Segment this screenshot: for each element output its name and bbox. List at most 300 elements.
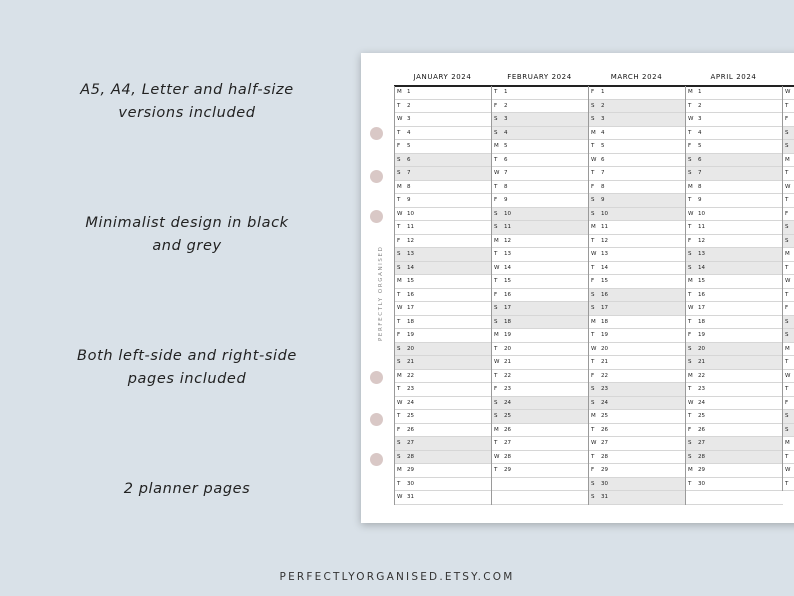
weekday-letter: M	[397, 89, 402, 95]
weekday-letter: W	[397, 305, 403, 311]
day-row	[395, 275, 492, 289]
day-row	[492, 275, 589, 289]
weekday-letter: S	[591, 480, 595, 487]
day-row	[589, 86, 686, 100]
weekday-letter: T	[397, 129, 401, 136]
day-row	[686, 478, 783, 492]
weekday-letter: T	[785, 102, 789, 109]
day-row	[783, 383, 794, 397]
punch-hole	[370, 127, 383, 140]
day-row	[783, 221, 794, 235]
weekday-letter: T	[591, 332, 595, 338]
day-number: 2	[601, 102, 605, 109]
day-number: 7	[407, 170, 411, 176]
weekday-letter: F	[785, 305, 789, 311]
day-number: 1	[698, 89, 702, 95]
day-row	[686, 383, 783, 397]
day-row	[783, 181, 794, 195]
weekday-letter: S	[397, 156, 401, 163]
weekday-letter: F	[688, 143, 692, 149]
weekday-letter: T	[785, 359, 789, 365]
weekday-letter: T	[591, 237, 595, 244]
day-number: 24	[504, 399, 511, 406]
day-number: 14	[601, 264, 608, 271]
day-number: 19	[698, 332, 705, 338]
day-number: 10	[698, 210, 705, 217]
day-number: 2	[407, 102, 411, 109]
weekday-letter: T	[591, 359, 595, 365]
day-number: 3	[601, 116, 605, 122]
weekday-letter: S	[591, 102, 595, 109]
day-row	[589, 208, 686, 222]
day-row	[492, 343, 589, 357]
day-number: 17	[601, 305, 608, 311]
weekday-letter: S	[591, 386, 595, 392]
day-number: 30	[407, 480, 414, 487]
weekday-letter: F	[591, 183, 595, 190]
day-row	[492, 235, 589, 249]
punch-hole	[370, 170, 383, 183]
weekday-letter: S	[688, 156, 692, 163]
weekday-letter: S	[591, 197, 595, 203]
weekday-letter: M	[397, 183, 402, 190]
weekday-letter: T	[688, 318, 692, 325]
weekday-letter: S	[785, 332, 789, 338]
day-row	[589, 181, 686, 195]
weekday-letter: T	[397, 413, 401, 419]
day-row	[492, 127, 589, 141]
day-row	[686, 397, 783, 411]
day-number: 12	[601, 237, 608, 244]
day-row	[686, 302, 783, 316]
day-number: 19	[504, 332, 511, 338]
day-row	[492, 194, 589, 208]
weekday-letter: T	[494, 251, 498, 257]
weekday-letter: F	[494, 386, 498, 392]
day-number: 23	[504, 386, 511, 392]
day-row	[492, 262, 589, 276]
day-number: 7	[698, 170, 702, 176]
weekday-letter: M	[494, 426, 499, 433]
day-row	[492, 370, 589, 384]
day-row	[589, 235, 686, 249]
weekday-letter: W	[494, 359, 500, 365]
weekday-letter: F	[397, 426, 401, 433]
weekday-letter: S	[688, 170, 692, 176]
day-number: 7	[504, 170, 508, 176]
day-row	[589, 424, 686, 438]
weekday-letter: S	[785, 143, 789, 149]
day-row	[686, 343, 783, 357]
weekday-letter: T	[494, 467, 498, 473]
weekday-letter: S	[397, 345, 401, 352]
weekday-letter: W	[591, 156, 597, 163]
weekday-letter: M	[688, 278, 693, 284]
weekday-letter: F	[688, 426, 692, 433]
weekday-letter: T	[397, 318, 401, 325]
weekday-letter: W	[688, 305, 694, 311]
day-row	[589, 221, 686, 235]
day-row	[395, 383, 492, 397]
day-row	[492, 397, 589, 411]
weekday-letter: M	[688, 183, 693, 190]
weekday-letter: M	[688, 372, 693, 379]
planner-page-preview	[361, 53, 794, 523]
day-row	[686, 437, 783, 451]
day-number: 8	[601, 183, 605, 190]
day-row	[783, 194, 794, 208]
weekday-letter: F	[785, 116, 789, 122]
weekday-letter: S	[688, 251, 692, 257]
day-row	[492, 208, 589, 222]
day-row	[395, 154, 492, 168]
weekday-letter: S	[397, 264, 401, 271]
weekday-letter: T	[494, 345, 498, 352]
day-row	[686, 356, 783, 370]
day-row	[783, 127, 794, 141]
weekday-letter: S	[494, 224, 498, 230]
day-number: 11	[698, 224, 705, 230]
weekday-letter: S	[591, 210, 595, 217]
day-row	[589, 194, 686, 208]
day-number: 4	[601, 129, 605, 136]
day-number: 21	[407, 359, 414, 365]
weekday-letter: M	[494, 237, 499, 244]
day-row	[783, 140, 794, 154]
day-row	[686, 464, 783, 478]
weekday-letter: S	[591, 399, 595, 406]
day-row	[686, 275, 783, 289]
day-number: 27	[601, 440, 608, 446]
day-row	[395, 208, 492, 222]
weekday-letter: S	[785, 237, 789, 244]
weekday-letter: W	[397, 494, 403, 500]
day-number: 20	[601, 345, 608, 352]
day-number: 27	[407, 440, 414, 446]
weekday-letter: W	[494, 170, 500, 176]
day-row	[783, 464, 794, 478]
day-row	[492, 100, 589, 114]
weekday-letter: M	[785, 440, 790, 446]
weekday-letter: M	[494, 143, 499, 149]
punch-hole	[370, 371, 383, 384]
day-row	[686, 316, 783, 330]
weekday-letter: T	[591, 453, 595, 460]
weekday-letter: M	[494, 332, 499, 338]
day-number: 21	[504, 359, 511, 365]
weekday-letter: T	[397, 480, 401, 487]
day-number: 23	[698, 386, 705, 392]
day-row	[783, 262, 794, 276]
day-number: 3	[504, 116, 508, 122]
day-row	[686, 221, 783, 235]
day-row	[783, 154, 794, 168]
day-row	[395, 289, 492, 303]
day-row	[686, 154, 783, 168]
day-row	[686, 410, 783, 424]
day-number: 27	[698, 440, 705, 446]
day-row	[686, 424, 783, 438]
weekday-letter: S	[785, 413, 789, 419]
day-number: 5	[601, 143, 605, 149]
weekday-letter: M	[397, 372, 402, 379]
weekday-letter: S	[785, 426, 789, 433]
weekday-letter: W	[591, 345, 597, 352]
day-number: 20	[698, 345, 705, 352]
day-number: 9	[504, 197, 508, 203]
day-number: 15	[601, 278, 608, 284]
weekday-letter: S	[397, 453, 401, 460]
weekday-letter: S	[494, 116, 498, 122]
day-number: 2	[698, 102, 702, 109]
weekday-letter: T	[591, 264, 595, 271]
day-row	[783, 424, 794, 438]
day-row	[492, 113, 589, 127]
day-number: 22	[698, 372, 705, 379]
day-number: 24	[407, 399, 414, 406]
day-number: 20	[407, 345, 414, 352]
weekday-letter: M	[397, 278, 402, 284]
day-row	[589, 451, 686, 465]
day-number: 3	[698, 116, 702, 122]
day-row	[783, 167, 794, 181]
day-number: 18	[698, 318, 705, 325]
day-number: 29	[601, 467, 608, 473]
day-row	[589, 478, 686, 492]
day-row	[589, 316, 686, 330]
weekday-letter: T	[785, 291, 789, 298]
day-row	[589, 154, 686, 168]
day-row	[589, 140, 686, 154]
day-number: 31	[601, 494, 608, 500]
weekday-letter: F	[688, 237, 692, 244]
day-number: 12	[504, 237, 511, 244]
day-row	[395, 86, 492, 100]
day-row	[783, 437, 794, 451]
day-row	[589, 491, 686, 505]
punch-hole	[370, 413, 383, 426]
day-number: 10	[504, 210, 511, 217]
weekday-letter: T	[397, 291, 401, 298]
day-number: 12	[407, 237, 414, 244]
day-number: 5	[504, 143, 508, 149]
feature-sizes: A5, A4, Letter and half-size versions included	[80, 82, 294, 121]
day-row	[395, 437, 492, 451]
weekday-letter: T	[397, 102, 401, 109]
day-row	[492, 329, 589, 343]
day-row	[686, 194, 783, 208]
day-number: 26	[504, 426, 511, 433]
day-row	[395, 127, 492, 141]
weekday-letter: F	[494, 197, 498, 203]
day-number: 7	[601, 170, 605, 176]
weekday-letter: S	[785, 129, 789, 136]
day-number: 11	[504, 224, 511, 230]
day-number: 19	[407, 332, 414, 338]
day-row	[492, 140, 589, 154]
day-number: 4	[407, 129, 411, 136]
day-row	[395, 167, 492, 181]
weekday-letter: W	[591, 440, 597, 446]
day-row	[783, 113, 794, 127]
weekday-letter: W	[591, 251, 597, 257]
day-number: 8	[407, 183, 411, 190]
day-row	[395, 181, 492, 195]
day-row	[686, 491, 783, 505]
weekday-letter: T	[494, 278, 498, 284]
month-header: FEBRUARY 2024	[507, 73, 572, 81]
day-number: 16	[601, 291, 608, 298]
day-row	[783, 86, 794, 100]
day-number: 26	[407, 426, 414, 433]
day-number: 1	[601, 89, 605, 95]
weekday-letter: T	[688, 129, 692, 136]
weekday-letter: S	[397, 440, 401, 446]
day-row	[395, 464, 492, 478]
day-row	[589, 383, 686, 397]
weekday-letter: T	[397, 197, 401, 203]
weekday-letter: F	[397, 143, 401, 149]
day-row	[492, 410, 589, 424]
day-row	[686, 235, 783, 249]
month-header: MARCH 2024	[610, 73, 663, 81]
month-column	[491, 86, 589, 505]
weekday-letter: F	[397, 237, 401, 244]
weekday-letter: T	[494, 372, 498, 379]
day-row	[589, 248, 686, 262]
weekday-letter: T	[785, 386, 789, 392]
day-number: 22	[504, 372, 511, 379]
day-number: 27	[504, 440, 511, 446]
day-row	[395, 397, 492, 411]
day-number: 15	[504, 278, 511, 284]
day-row	[589, 113, 686, 127]
weekday-letter: W	[397, 210, 403, 217]
weekday-letter: S	[688, 264, 692, 271]
day-number: 11	[407, 224, 414, 230]
day-number: 25	[601, 413, 608, 419]
day-number: 28	[504, 453, 511, 460]
weekday-letter: S	[494, 210, 498, 217]
day-number: 29	[504, 467, 511, 473]
day-number: 25	[504, 413, 511, 419]
day-number: 17	[504, 305, 511, 311]
day-number: 18	[407, 318, 414, 325]
weekday-letter: F	[591, 467, 595, 473]
day-number: 30	[601, 480, 608, 487]
day-number: 22	[601, 372, 608, 379]
day-number: 20	[504, 345, 511, 352]
weekday-letter: M	[688, 467, 693, 473]
weekday-letter: T	[591, 170, 595, 176]
weekday-letter: T	[785, 480, 789, 487]
weekday-letter: T	[785, 264, 789, 271]
day-row	[783, 370, 794, 384]
day-row	[395, 478, 492, 492]
day-number: 26	[698, 426, 705, 433]
day-row	[395, 491, 492, 505]
day-row	[395, 140, 492, 154]
day-row	[783, 248, 794, 262]
weekday-letter: S	[494, 129, 498, 136]
day-number: 17	[407, 305, 414, 311]
day-row	[686, 86, 783, 100]
weekday-letter: F	[688, 332, 692, 338]
weekday-letter: T	[494, 156, 498, 163]
day-row	[492, 248, 589, 262]
day-row	[395, 451, 492, 465]
weekday-letter: F	[494, 291, 498, 298]
day-row	[783, 329, 794, 343]
day-number: 18	[601, 318, 608, 325]
weekday-letter: M	[591, 413, 596, 419]
day-row	[492, 86, 589, 100]
weekday-letter: M	[785, 345, 790, 352]
day-number: 13	[407, 251, 414, 257]
day-row	[686, 248, 783, 262]
month-column-partial	[782, 86, 794, 491]
day-row	[783, 478, 794, 492]
day-row	[492, 451, 589, 465]
day-row	[589, 410, 686, 424]
weekday-letter: S	[785, 318, 789, 325]
day-row	[395, 235, 492, 249]
day-number: 25	[698, 413, 705, 419]
weekday-letter: F	[785, 399, 789, 406]
weekday-letter: S	[688, 345, 692, 352]
day-number: 11	[601, 224, 608, 230]
day-number: 26	[601, 426, 608, 433]
day-number: 21	[601, 359, 608, 365]
weekday-letter: W	[688, 116, 694, 122]
day-row	[395, 221, 492, 235]
day-number: 18	[504, 318, 511, 325]
weekday-letter: W	[494, 453, 500, 460]
day-number: 28	[698, 453, 705, 460]
day-row	[783, 451, 794, 465]
day-number: 13	[601, 251, 608, 257]
day-number: 1	[407, 89, 411, 95]
weekday-letter: S	[591, 116, 595, 122]
weekday-letter: F	[494, 102, 498, 109]
punch-hole	[370, 453, 383, 466]
weekday-letter: S	[591, 305, 595, 311]
day-row	[783, 397, 794, 411]
day-row	[492, 383, 589, 397]
day-number: 8	[698, 183, 702, 190]
day-row	[492, 491, 589, 505]
weekday-letter: F	[591, 278, 595, 284]
day-number: 9	[601, 197, 605, 203]
feature-design: Minimalist design in black and grey	[85, 215, 289, 254]
weekday-letter: T	[785, 197, 789, 203]
weekday-letter: S	[397, 251, 401, 257]
day-number: 29	[698, 467, 705, 473]
day-row	[395, 410, 492, 424]
day-number: 17	[698, 305, 705, 311]
weekday-letter: S	[591, 291, 595, 298]
weekday-letter: S	[785, 224, 789, 230]
month-column	[588, 86, 686, 505]
day-row	[783, 100, 794, 114]
day-number: 9	[407, 197, 411, 203]
day-row	[492, 154, 589, 168]
day-row	[589, 289, 686, 303]
weekday-letter: T	[494, 89, 498, 95]
day-row	[783, 289, 794, 303]
weekday-letter: W	[688, 399, 694, 406]
day-number: 6	[407, 156, 411, 163]
